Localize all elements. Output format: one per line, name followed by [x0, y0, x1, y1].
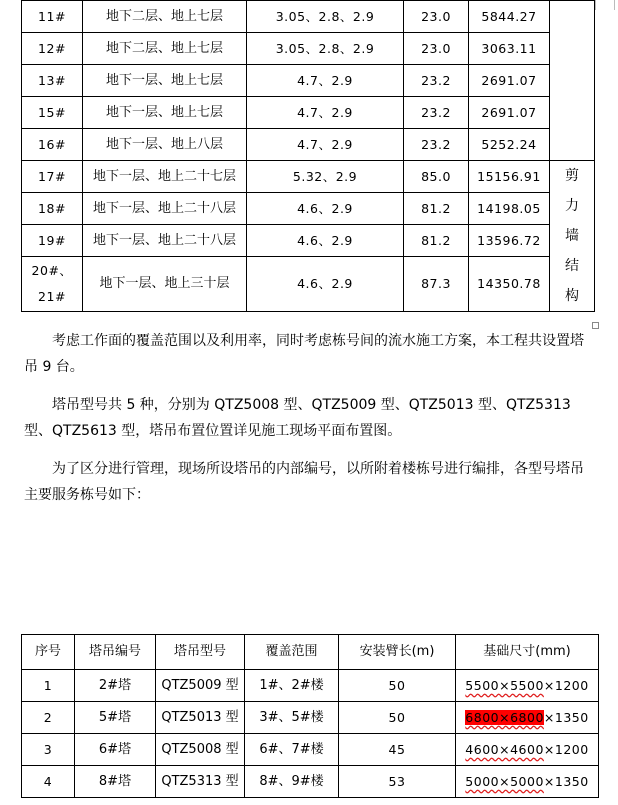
heights-cell: 4.7、2.9: [247, 129, 404, 161]
arm-length: 50: [339, 702, 456, 734]
base-size-depth: ×1200: [543, 741, 589, 757]
building-id-line2: 21#: [38, 289, 66, 304]
floors-cell: 地下一层、地上二十七层: [83, 161, 247, 193]
tower-code: 8#塔: [75, 766, 156, 798]
total-height-cell: 23.0: [404, 33, 469, 65]
coverage: 6#、7#楼: [245, 734, 339, 766]
area-cell: 5252.24: [469, 129, 550, 161]
header-arm-length: 安装臂长(m): [339, 635, 456, 670]
tower-model: QTZ5313 型: [156, 766, 245, 798]
total-height-cell: 23.2: [404, 97, 469, 129]
floors-cell: 地下二层、地上七层: [83, 33, 247, 65]
table-row: [22, 257, 595, 312]
total-height-cell: 81.2: [404, 193, 469, 225]
row-no: 3: [22, 734, 75, 766]
row-no: 4: [22, 766, 75, 798]
heights-cell: 4.6、2.9: [247, 193, 404, 225]
building-table: [21, 0, 595, 312]
building-id: 19#: [22, 225, 83, 257]
table-row: [22, 65, 595, 97]
header-tower-model: 塔吊型号: [156, 635, 245, 670]
area-cell: 2691.07: [469, 97, 550, 129]
heights-cell: 3.05、2.8、2.9: [247, 33, 404, 65]
heights-cell: 4.6、2.9: [247, 225, 404, 257]
base-size-dims: 5500×5500: [465, 677, 544, 693]
tower-model: QTZ5008 型: [156, 734, 245, 766]
tower-model: QTZ5013 型: [156, 702, 245, 734]
header-no: 序号: [22, 635, 75, 670]
heights-cell: 4.7、2.9: [247, 97, 404, 129]
floors-cell: 地下一层、地上七层: [83, 97, 247, 129]
table-row: [22, 33, 595, 65]
total-height-cell: 23.2: [404, 65, 469, 97]
table-row: [22, 97, 595, 129]
area-cell: 14198.05: [469, 193, 550, 225]
table-row: [22, 225, 595, 257]
base-size-dims-highlighted: 6800×6800: [465, 709, 544, 725]
base-size: [456, 702, 599, 734]
building-id: 17#: [22, 161, 83, 193]
paragraph-tower-count: 考虑工作面的覆盖范围以及利用率，同时考虑栋号间的流水施工方案，本工程共设置塔吊 9 台。: [24, 333, 584, 375]
header-base-size: 基础尺寸(mm): [456, 635, 599, 670]
base-size: [456, 670, 599, 702]
building-id: 12#: [22, 33, 83, 65]
total-height-cell: 85.0: [404, 161, 469, 193]
area-cell: 3063.11: [469, 33, 550, 65]
base-size-dims: 4600×4600: [465, 741, 544, 757]
base-size: [456, 766, 599, 798]
table-row: [22, 670, 599, 702]
base-size-dims: 5000×5000: [465, 773, 544, 789]
structure-type-label: 剪力墙结构: [565, 168, 579, 304]
table-row: [22, 129, 595, 161]
arm-length: 50: [339, 670, 456, 702]
heights-cell: 4.7、2.9: [247, 65, 404, 97]
tower-code: 2#塔: [75, 670, 156, 702]
building-id: 13#: [22, 65, 83, 97]
table-row: [22, 734, 599, 766]
building-id: 11#: [22, 1, 83, 33]
table-edge-tick: [595, 0, 596, 10]
page-edge-tick: [614, 0, 615, 10]
total-height-cell: 81.2: [404, 225, 469, 257]
building-id: 18#: [22, 193, 83, 225]
heights-cell: 3.05、2.8、2.9: [247, 1, 404, 33]
coverage: 3#、5#楼: [245, 702, 339, 734]
base-size-depth: ×1200: [543, 677, 589, 693]
building-id-line1: 20#、: [31, 263, 73, 278]
table-header-row: [22, 635, 599, 670]
header-tower-code: 塔吊编号: [75, 635, 156, 670]
base-size-depth: ×1350: [543, 773, 589, 789]
header-coverage: 覆盖范围: [245, 635, 339, 670]
paragraph-tower-numbering: 为了区分进行管理，现场所设塔吊的内部编号，以所附着楼栋号进行编排，各型号塔吊主要服务栋号如下：: [24, 461, 584, 503]
area-cell: 5844.27: [469, 1, 550, 33]
tower-code: 6#塔: [75, 734, 156, 766]
floors-cell: 地下一层、地上二十八层: [83, 225, 247, 257]
row-no: 1: [22, 670, 75, 702]
table-row: [22, 766, 599, 798]
floors-cell: 地下二层、地上七层: [83, 1, 247, 33]
arm-length: 45: [339, 734, 456, 766]
arm-length: 53: [339, 766, 456, 798]
table-row: [22, 1, 595, 33]
coverage: 8#、9#楼: [245, 766, 339, 798]
area-cell: 15156.91: [469, 161, 550, 193]
row-no: 2: [22, 702, 75, 734]
floors-cell: 地下一层、地上七层: [83, 65, 247, 97]
total-height-cell: 87.3: [404, 257, 469, 312]
heights-cell: 4.6、2.9: [247, 257, 404, 312]
tower-code: 5#塔: [75, 702, 156, 734]
base-size-depth: ×1350: [543, 709, 589, 725]
floors-cell: 地下一层、地上八层: [83, 129, 247, 161]
structure-type-cell: [550, 161, 595, 312]
structure-cell-empty: [550, 1, 595, 161]
area-cell: 14350.78: [469, 257, 550, 312]
building-id: [22, 257, 83, 312]
coverage: 1#、2#楼: [245, 670, 339, 702]
total-height-cell: 23.0: [404, 1, 469, 33]
table-row: [22, 161, 595, 193]
total-height-cell: 23.2: [404, 129, 469, 161]
area-cell: 13596.72: [469, 225, 550, 257]
table-row: [22, 702, 599, 734]
floors-cell: 地下一层、地上二十八层: [83, 193, 247, 225]
tower-model: QTZ5009 型: [156, 670, 245, 702]
heights-cell: 5.32、2.9: [247, 161, 404, 193]
table-row: [22, 193, 595, 225]
area-cell: 2691.07: [469, 65, 550, 97]
floors-cell: 地下一层、地上三十层: [83, 257, 247, 312]
building-id: 15#: [22, 97, 83, 129]
paragraph-tower-models: 塔吊型号共 5 种，分别为 QTZ5008 型、QTZ5009 型、QTZ5013 型、QTZ5313 型、QTZ5613 型，塔吊布置位置详见施工现场平面布置图。: [24, 397, 571, 439]
tower-crane-table: [21, 634, 599, 798]
building-id: 16#: [22, 129, 83, 161]
base-size: [456, 734, 599, 766]
